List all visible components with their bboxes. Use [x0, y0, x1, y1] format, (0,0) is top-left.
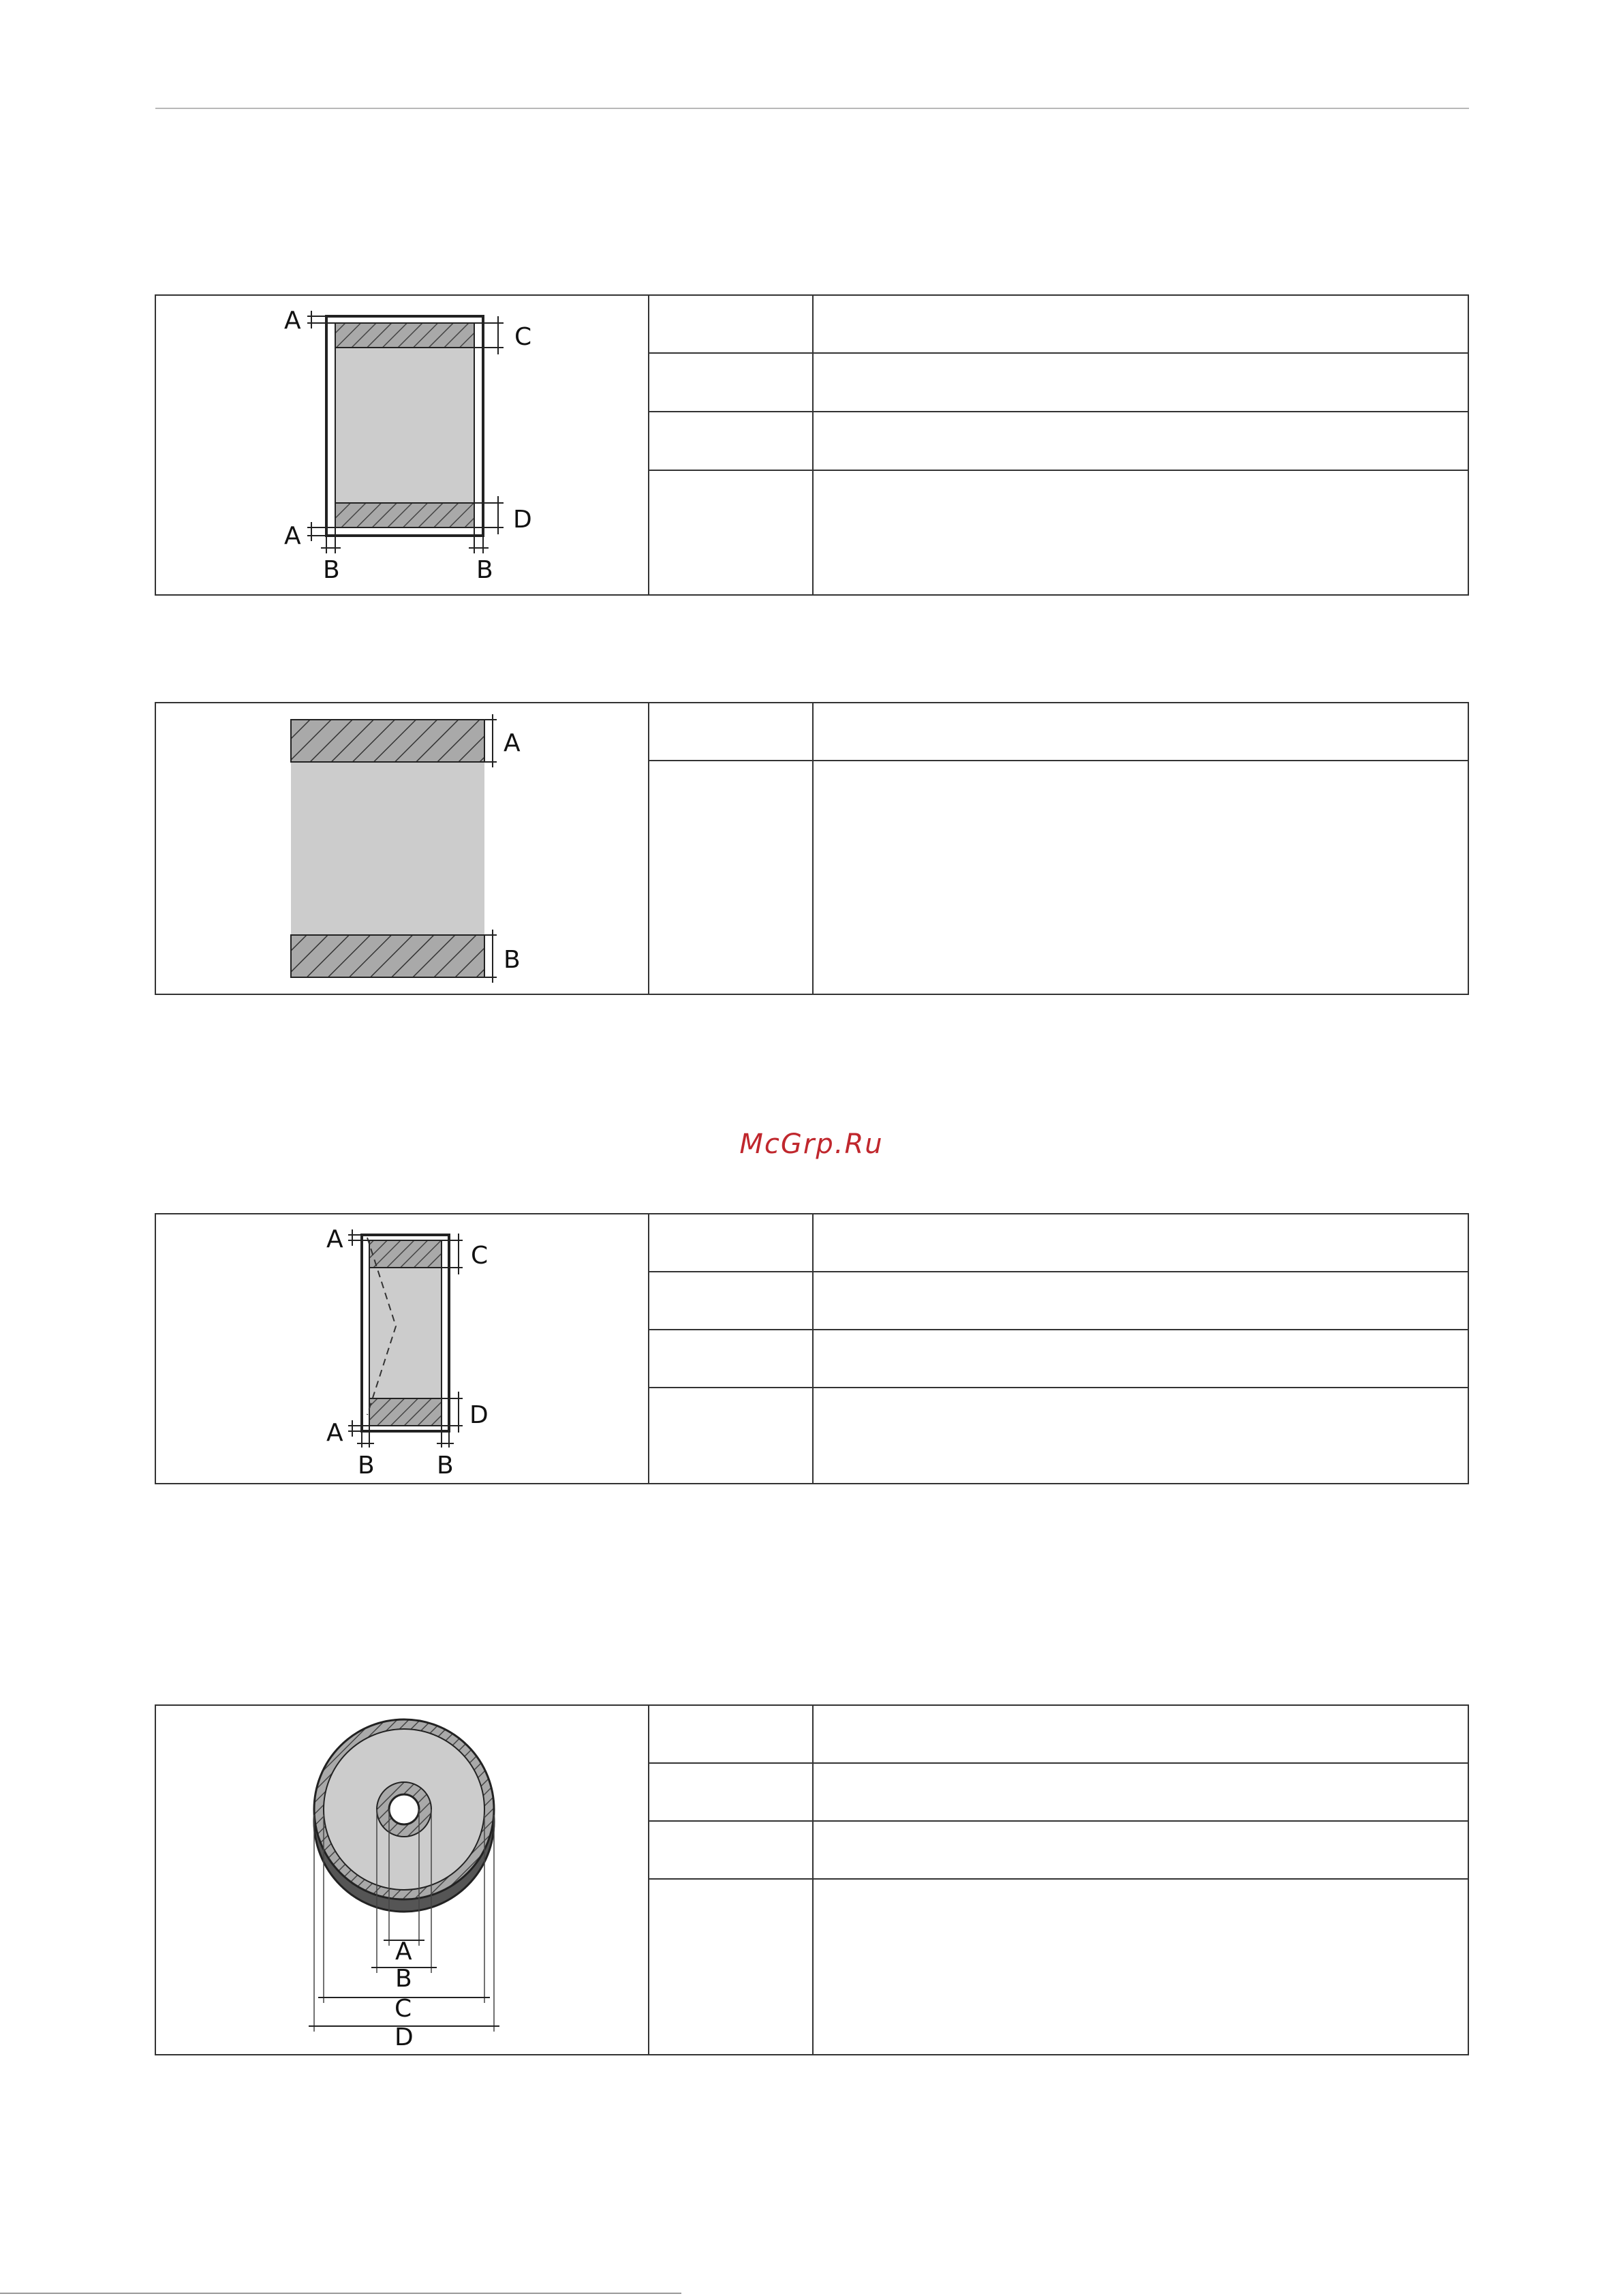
- table-cell: [813, 1705, 1468, 1763]
- label-d: D: [469, 1401, 489, 1429]
- table-cell: [649, 1821, 813, 1879]
- printable-area: [335, 323, 474, 527]
- label-a: A: [395, 1938, 412, 1965]
- label-c: C: [471, 1242, 489, 1270]
- table-cell: [649, 1214, 813, 1272]
- table-cell: [813, 1214, 1468, 1272]
- table-cell: [649, 1879, 813, 2055]
- figure-cell-cut-sheet: [155, 295, 649, 595]
- table-cell: [649, 1388, 813, 1484]
- envelope-margin-diagram: [156, 1214, 648, 1486]
- label-b: B: [504, 946, 521, 974]
- label-a-top: A: [284, 307, 301, 335]
- margin-table-disc: [155, 1704, 1469, 2055]
- table-cell: [649, 1705, 813, 1763]
- cut-sheet-margin-diagram: [156, 296, 648, 598]
- top-hatch-area: [335, 323, 474, 348]
- table-cell: [813, 1272, 1468, 1330]
- figure-cell-borderless: [155, 703, 649, 994]
- label-b-right: B: [476, 556, 493, 584]
- bottom-hatch-area: [369, 1398, 442, 1426]
- label-b-left: B: [323, 556, 340, 584]
- margin-table-cut-sheet: [155, 294, 1469, 596]
- margin-table-borderless: [155, 702, 1469, 995]
- table-cell: [813, 1763, 1468, 1821]
- label-a-bottom: A: [284, 522, 301, 550]
- table-cell: [649, 1763, 813, 1821]
- table-cell: [813, 412, 1468, 470]
- figure-cell-disc: [155, 1705, 649, 2055]
- table-cell: [813, 1330, 1468, 1388]
- table-cell: [649, 761, 813, 994]
- bottom-hatch-area: [335, 503, 474, 527]
- header-rule: [155, 108, 1469, 109]
- disc-center-hole: [389, 1794, 419, 1824]
- footer-rule: [0, 2293, 681, 2294]
- watermark: McGrp.Ru: [739, 1129, 884, 1160]
- table-cell: [813, 1821, 1468, 1879]
- table-cell: [649, 470, 813, 595]
- table-cell: [649, 1330, 813, 1388]
- label-a-bottom: A: [326, 1419, 343, 1447]
- bottom-hatch-area: [291, 935, 484, 977]
- table-cell: [813, 1879, 1468, 2055]
- table-cell: [813, 703, 1468, 761]
- table-cell: [649, 1272, 813, 1330]
- table-cell: [813, 761, 1468, 994]
- label-d: D: [395, 2023, 414, 2051]
- margin-table-envelope: [155, 1213, 1469, 1484]
- table-cell: [813, 1388, 1468, 1484]
- label-d: D: [513, 506, 532, 534]
- top-hatch-area: [291, 720, 484, 762]
- label-c: C: [514, 323, 532, 351]
- disc-margin-diagram: [156, 1706, 648, 2055]
- label-c: C: [395, 1995, 412, 2023]
- table-cell: [813, 470, 1468, 595]
- label-a-top: A: [326, 1225, 343, 1253]
- figure-cell-envelope: [155, 1214, 649, 1484]
- label-b: B: [395, 1965, 412, 1993]
- borderless-margin-diagram: [156, 703, 648, 995]
- table-cell: [813, 295, 1468, 353]
- label-b-right: B: [437, 1452, 454, 1480]
- table-cell: [649, 295, 813, 353]
- table-cell: [649, 412, 813, 470]
- label-b-left: B: [358, 1452, 375, 1480]
- top-hatch-area: [369, 1240, 442, 1268]
- table-cell: [813, 353, 1468, 412]
- label-a: A: [504, 729, 521, 757]
- table-cell: [649, 353, 813, 412]
- table-cell: [649, 703, 813, 761]
